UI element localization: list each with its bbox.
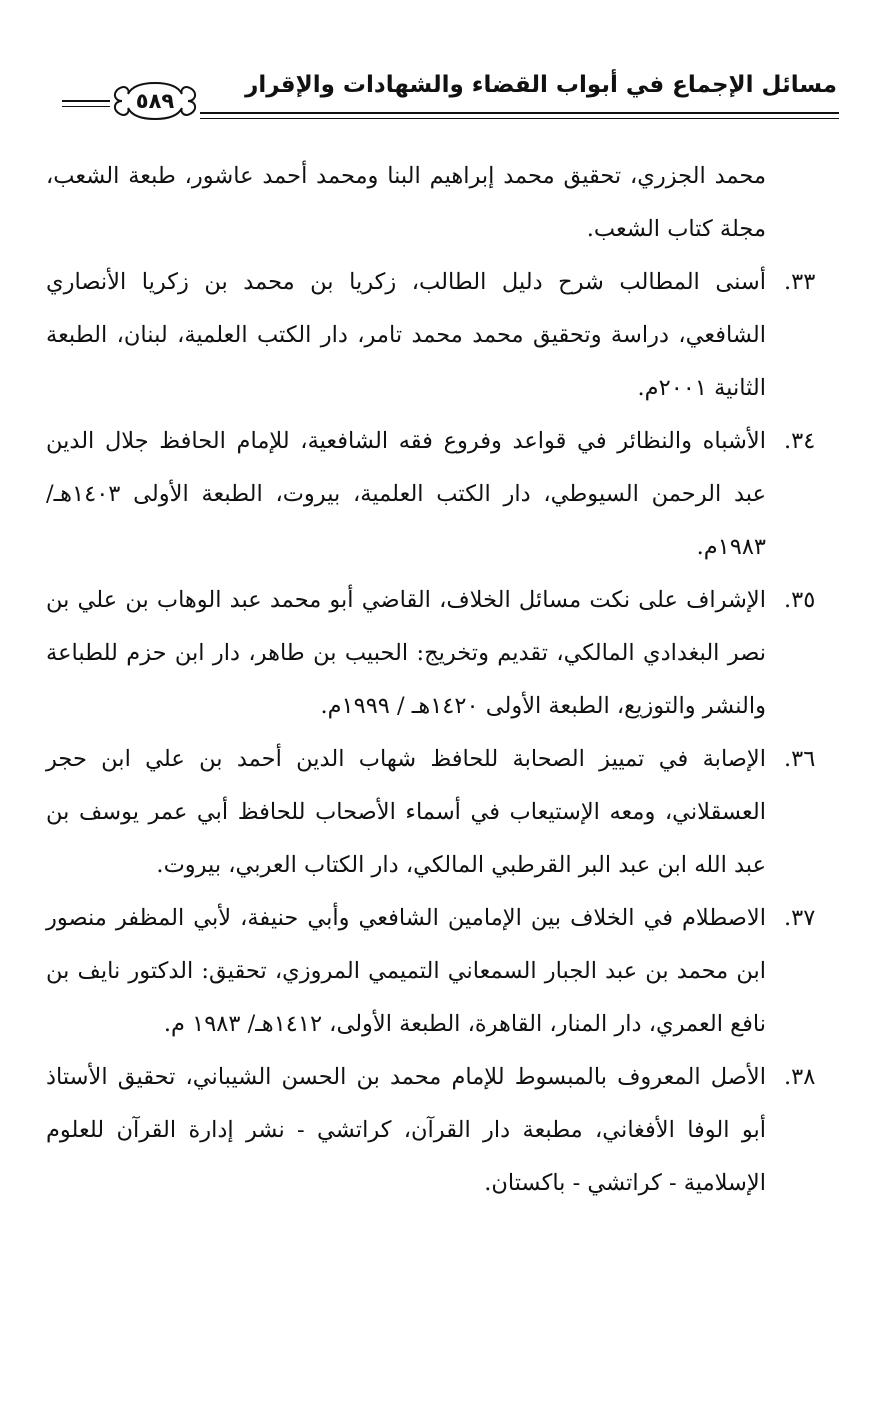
bibliography-entry	[46, 415, 816, 574]
bibliography-entry	[46, 256, 816, 415]
entry-text: الاصطلام في الخلاف بين الإمامين الشافعي وأبي حنيفة، لأبي المظفر منصور ابن محمد بن عبد الجبار السمعاني التميمي المروزي، تحقيق: الدكتور نايف بن نافع العمري، دار المنار، القاهرة، الطبعة الأولى، ١٤١٢هـ/ ١٩٨٣ م.	[46, 905, 766, 1037]
running-title: مسائل الإجماع في أبواب القضاء والشهادات والإقرار	[245, 72, 837, 98]
continued-entry-text: محمد الجزري، تحقيق محمد إبراهيم البنا ومحمد أحمد عاشور، طبعة الشعب، مجلة كتاب الشعب.	[46, 163, 766, 242]
entry-text: الأشباه والنظائر في قواعد وفروع فقه الشافعية، للإمام الحافظ جلال الدين عبد الرحمن السيوطي، دار الكتب العلمية، بيروت، الطبعة الأولى ١٤٠٣هـ/ ١٩٨٣م.	[46, 428, 766, 560]
entry-text: الإشراف على نكت مسائل الخلاف، القاضي أبو محمد عبد الوهاب بن علي بن نصر البغدادي المالكي، تقديم وتخريج: الحبيب بن طاهر، دار ابن حزم للطباعة والنشر والتوزيع، الطبعة الأولى ١٤٢٠هـ / ١٩٩٩م.	[46, 587, 766, 719]
ornament-rule-bottom	[62, 106, 110, 107]
bibliography-entry	[46, 574, 816, 733]
entry-number: ٣٧.	[784, 905, 816, 931]
header-rule-top	[200, 112, 839, 114]
entry-text: أسنى المطالب شرح دليل الطالب، زكريا بن محمد بن زكريا الأنصاري الشافعي، دراسة وتحقيق محمد محمد تامر، دار الكتب العلمية، لبنان، الطبعة الثانية ٢٠٠١م.	[46, 269, 766, 401]
entry-number: ٣٥.	[784, 587, 816, 613]
bibliography-entry	[46, 733, 816, 892]
entry-text: الإصابة في تمييز الصحابة للحافظ شهاب الدين أحمد بن علي ابن حجر العسقلاني، ومعه الإستيعاب في أسماء الأصحاب للحافظ أبي عمر يوسف بن عبد الله ابن عبد البر القرطبي المالكي، دار الكتاب العربي، بيروت.	[46, 746, 766, 878]
ornament-rule-top	[62, 100, 110, 102]
page-number: ٥٨٩	[135, 89, 175, 113]
bibliography-entry	[46, 892, 816, 1051]
entry-number: ٣٤.	[784, 428, 816, 454]
entry-number: ٣٦.	[784, 746, 816, 772]
entry-number: ٣٣.	[784, 269, 816, 295]
page-number-ornament	[108, 78, 202, 124]
entry-text: الأصل المعروف بالمبسوط للإمام محمد بن الحسن الشيباني، تحقيق الأستاذ أبو الوفا الأفغاني، مطبعة دار القرآن، كراتشي - نشر إدارة القرآن للعلوم الإسلامية - كراتشي - باكستان.	[46, 1064, 766, 1196]
entry-number: ٣٨.	[784, 1064, 816, 1090]
bibliography-entry	[46, 1051, 816, 1210]
bibliography-list	[46, 150, 816, 1210]
header-rule-bottom	[200, 118, 839, 119]
